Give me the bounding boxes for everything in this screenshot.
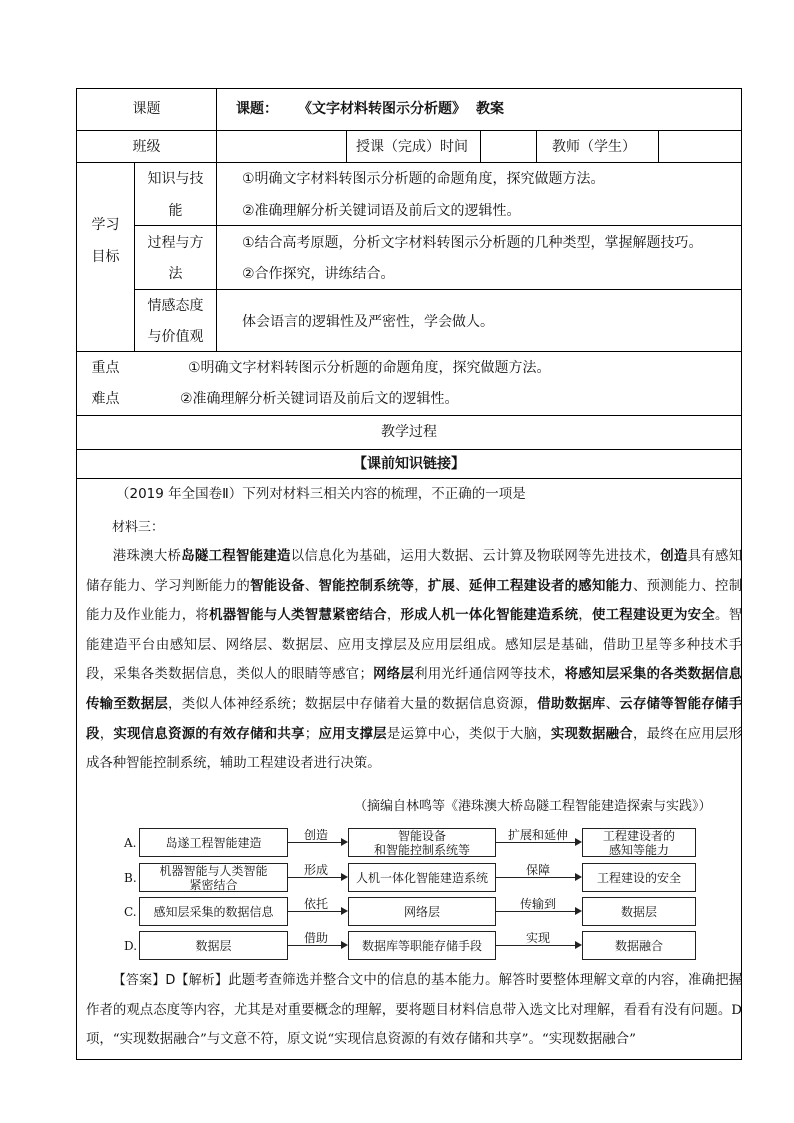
- objective-name-process-1: 过程与方: [147, 235, 204, 251]
- diagram-box: 智能设备 和智能控制系统等: [348, 828, 496, 857]
- objective-name-process-2: 法: [168, 266, 183, 282]
- col-divider: [216, 162, 217, 352]
- table-border-left: [76, 88, 77, 1060]
- answer-label: 【答案】D【解析】: [112, 973, 229, 988]
- arrow-label: 传输到: [519, 897, 556, 911]
- key-points-label-1: 重点: [91, 360, 120, 376]
- teacher-label: 教师（学生）: [552, 139, 636, 155]
- topic-title: 《文字材料转图示分析题》: [298, 101, 466, 117]
- objective-text: ②准确理解分析关键词语及前后文的逻辑性。: [242, 203, 521, 219]
- arrow-label: 创造: [303, 828, 328, 842]
- row-divider: [76, 478, 742, 479]
- source-citation: （摘编自林鸣等《港珠澳大桥岛隧工程智能建造探索与实践》）: [354, 799, 712, 814]
- answer-analysis: [86, 966, 742, 1055]
- material-passage: 港珠澳大桥岛隧工程智能建造以信息化为基础，运用大数据、云计算及物联网等先进技术，创造具有感知储存能力、学习判断能力的智能设备、智能控制系统等，扩展、延伸工程建设者的感知能力、预测能力、控制能力及作业能力，将机器智能与人类智慧紧密结合，形成人机一体化智能建造系统，使工程建设更为安全。智能建造平台由感知层、网络层、数据层、应用支撑层及应用层组成。感知层是基础，借助卫星等多种技术手段，采集各类数据信息，类似人的眼睛等感官；网络层利用光纤通信网等技术，将感知层采集的各类数据信息传输至数据层，类似人体神经系统；数据层中存储着大量的数据信息资源，借助数据库、云存储等智能存储手段，实现信息资源的有效存储和共享；应用支撑层是运算中心，类似于大脑，实现数据融合，最终在应用层形成各种智能控制系统，辅助工程建设者进行决策。: [86, 548, 743, 772]
- diagram-box: 工程建设的安全: [582, 863, 696, 892]
- topic-suffix: 教案: [476, 101, 504, 117]
- table-border-bottom: [76, 1059, 742, 1060]
- arrow-label: 依托: [303, 897, 328, 911]
- key-point-text: ②准确理解分析关键词语及前后文的逻辑性。: [180, 391, 459, 407]
- diagram-box: 数据融合: [582, 931, 696, 960]
- arrow-label: 扩展和延伸: [507, 828, 568, 842]
- col-divider: [346, 130, 347, 163]
- diagram-box: 工程建设者的 感知等能力: [582, 828, 696, 857]
- question-stem: （2019 年全国卷Ⅱ）下列对材料三相关内容的梳理，不正确的一项是: [116, 486, 526, 502]
- section-header: 【课前知识链接】: [353, 456, 465, 472]
- diagram-box: 数据层: [582, 897, 696, 926]
- col-divider: [216, 88, 217, 163]
- row-divider: [134, 289, 742, 290]
- diagram-box: 人机一体化智能建造系统: [348, 863, 496, 892]
- option-letter: A.: [124, 836, 137, 850]
- option-letter: C.: [124, 905, 137, 919]
- option-letter: D.: [124, 939, 138, 953]
- diagram-box: 岛遂工程智能建造: [139, 828, 288, 857]
- arrow-label: 形成: [303, 863, 328, 877]
- class-label: 班级: [132, 139, 161, 155]
- row-divider: [76, 162, 742, 163]
- topic-prefix: 课题：: [236, 101, 278, 117]
- objective-name-knowledge-2: 能: [168, 203, 183, 219]
- col-divider: [134, 162, 135, 352]
- objective-name-knowledge-1: 知识与技: [147, 171, 204, 187]
- arrow-label: 保障: [525, 863, 550, 877]
- diagram-box: 机器智能与人类智能 紧密结合: [139, 863, 288, 892]
- col-divider: [480, 130, 481, 163]
- answer-text: 此题考查筛选并整合文中的信息的基本能力。解答时要整体理解文章的内容，准确把握作者的观点态度等内容，尤其是对重要概念的理解，要将题目材料信息带入选文比对理解，看看有没有问题。D 项，“实现数据融合”与文意不符，原文说“实现信息资源的有效存储和共享”。“实现数据融合”: [86, 973, 743, 1048]
- time-label: 授课（完成）时间: [356, 139, 468, 155]
- row-divider: [76, 449, 742, 450]
- topic-label: 课题: [132, 101, 161, 117]
- diagram-box: 数据层: [139, 931, 288, 960]
- material-label: 材料三：: [112, 520, 165, 535]
- objective-name-attitude-1: 情感态度: [147, 298, 204, 314]
- row-divider: [76, 415, 742, 416]
- row-divider: [134, 225, 742, 226]
- col-divider: [658, 130, 659, 163]
- key-point-text: ①明确文字材料转图示分析题的命题角度，探究做题方法。: [188, 360, 551, 376]
- arrow-label: 实现: [525, 931, 550, 945]
- objective-text: ①结合高考原题，分析文字材料转图示分析题的几种类型，掌握解题技巧。: [242, 235, 703, 251]
- col-divider: [536, 130, 537, 163]
- objective-text: ②合作探究，讲练结合。: [242, 266, 395, 282]
- objectives-label-2: 目标: [91, 249, 120, 265]
- process-header: 教学过程: [381, 424, 437, 440]
- key-points-label-2: 难点: [91, 391, 120, 407]
- diagram-box: 数据库等职能存储手段: [348, 931, 496, 960]
- objectives-label-1: 学习: [91, 217, 120, 233]
- objective-text: ①明确文字材料转图示分析题的命题角度，探究做题方法。: [242, 171, 605, 187]
- row-divider: [76, 130, 742, 131]
- diagram-box: 感知层采集的数据信息: [139, 897, 288, 926]
- diagram-box: 网络层: [348, 897, 496, 926]
- table-border-top: [76, 88, 742, 89]
- objective-name-attitude-2: 与价值观: [147, 329, 204, 345]
- option-letter: B.: [124, 871, 137, 885]
- arrow-label: 借助: [303, 931, 328, 945]
- row-divider: [76, 351, 742, 352]
- objective-text: 体会语言的逻辑性及严密性，学会做人。: [242, 314, 494, 330]
